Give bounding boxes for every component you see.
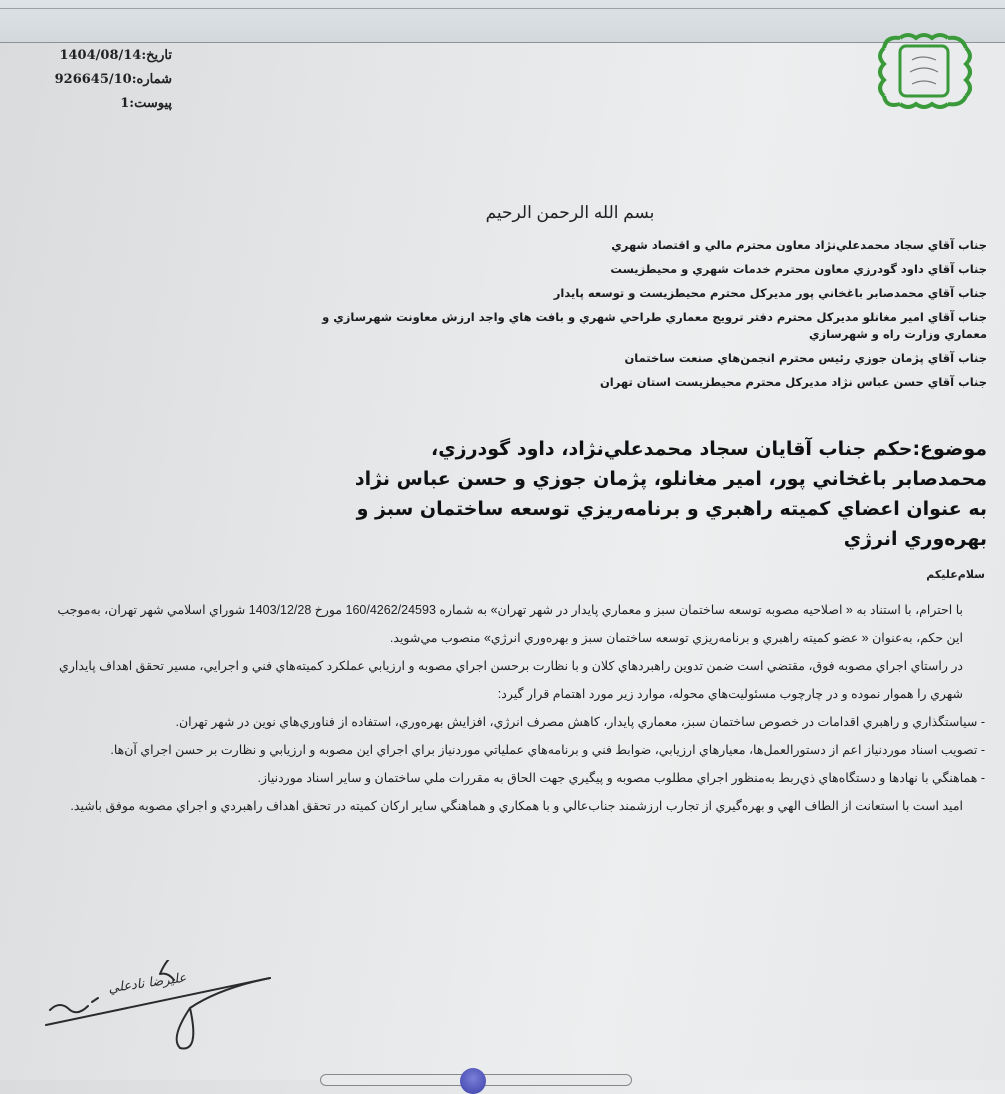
letter-body [40, 596, 985, 820]
handwritten-signature-icon [30, 960, 290, 1050]
attachment-value: 1 [120, 96, 130, 111]
attachment-label: پيوست: [129, 96, 172, 111]
greeting: سلام‌عليكم [926, 568, 985, 581]
recipient-line: جناب آقاي پژمان جوزي رئيس محترم انجمن‌هاي صنعت ساختمان [624, 351, 987, 365]
letter-subject: موضوع:حكم جناب آقايان سجاد محمدعلي‌نژاد، داود گودرزي، محمدصابر باغخاني پور، امير مغانلو، پژمان جوزي و حسن عباس نژاد به عنوان اعضاي كميته راهبري و برنامه‌ريزي توسعه ساختمان سبز و بهره‌وري انرژي [354, 438, 987, 550]
recipient-line: جناب آقاي حسن عباس نژاد مديركل محترم محيطزيست استان تهران [599, 375, 987, 389]
recipients-list [287, 233, 987, 394]
bullet-item: - تصويب اسناد موردنياز اعم از دستورالعمل‌ها، معيارهاي ارزيابي، ضوابط فني و برنامه‌هاي عملياتي موردنياز براي اجراي اين مصوبه و ارزيابي و نظارت بر حسن اجراي آن‌ها. [110, 743, 985, 757]
number-value: 926645/10 [54, 72, 132, 87]
recipient-line: جناب آقاي داود گودرزي معاون محترم خدمات شهري و محيطزيست [610, 262, 987, 276]
body-paragraph: در راستاي اجراي مصوبه فوق، مقتضي است ضمن تدوين راهبردهاي كلان و با نظارت برحسن اجراي مصوبه و ارزيابي عملكرد كميته‌هاي فني و اجرايي، مسير تحقق اهداف پايداري شهري را هموار نموده و در چارچوب مسئوليت‌هاي محوله، موارد زير مورد اهتمام قرار گيرد: [59, 659, 963, 701]
recipient-line: جناب آقاي محمدصابر باغخاني پور مديركل محترم محيطزيست و توسعه پايدار [553, 286, 987, 300]
bismillah-heading: بسم الله الرحمن الرحيم [485, 203, 655, 222]
body-paragraph: با احترام، با استناد به « اصلاحيه مصوبه توسعه ساختمان سبز و معماري پايدار در شهر تهران» به شماره 160/4262/24593 مورخ 1403/12/28 شوراي اسلامي شهر تهران، به‌موجب اين حكم، به‌عنوان « عضو كميته راهبري و برنامه‌ريزي توسعه ساختمان سبز و بهره‌وري انرژي» منصوب مي‌شويد. [57, 603, 963, 645]
signatory-name: عليرضا نادعلي [107, 970, 188, 997]
recipient-line: جناب آقاي سجاد محمدعلي‌نژاد معاون محترم مالي و اقتصاد شهري [611, 238, 987, 252]
date-value: 1404/08/14 [59, 48, 142, 63]
bullet-item: - هماهنگي با نهادها و دستگاه‌هاي ذي‌ربط به‌منظور اجراي مطلوب مصوبه و پيگيري جهت الحاق به مقررات ملي ساختمان و ساير اسناد موردنياز. [257, 771, 985, 785]
recipient-line: جناب آقاي امير مغانلو مديركل محترم دفتر ترويج معماري طراحي شهري و بافت هاي واجد ارزش معاونت شهرسازي و معماري وزارت راه و شهرسازي [322, 310, 987, 341]
date-label: تاريخ: [141, 48, 172, 63]
bullet-item: - سياستگذاري و راهبري اقدامات در خصوص ساختمان سبز، معماري پايدار، كاهش مصرف انرژي، افزايش بهره‌وري، استفاده از فناوري‌هاي نوين در شهر تهران. [175, 715, 985, 729]
photo-viewer-dot-icon [460, 1068, 486, 1094]
number-label: شماره: [131, 72, 172, 87]
closing-paragraph: اميد است با استعانت از الطاف الهي و بهره‌گيري از تجارب ارزشمند جناب‌عالي و با همكاري و هماهنگي ساير اركان كميته در تحقق اهداف راهبردي و اجراي مصوبه موفق باشيد. [70, 799, 963, 813]
